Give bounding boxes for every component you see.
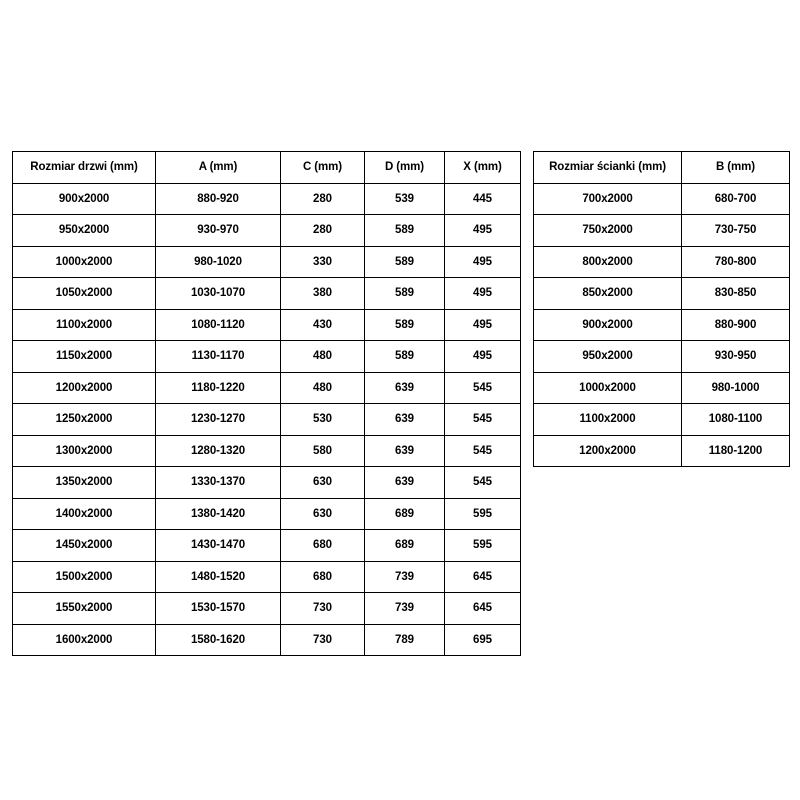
- walls-table-body: [534, 183, 790, 467]
- column-header-wall-size: Rozmiar ścianki (mm): [534, 152, 682, 184]
- table-cell: 545: [445, 435, 521, 467]
- table-cell: 950x2000: [534, 341, 682, 373]
- table-cell: 1130-1170: [156, 341, 281, 373]
- table-cell: 1530-1570: [156, 593, 281, 625]
- table-row: [13, 593, 521, 625]
- doors-table-header: [13, 152, 521, 184]
- table-cell: 850x2000: [534, 278, 682, 310]
- table-cell: 639: [365, 404, 445, 436]
- table-cell: 1080-1100: [682, 404, 790, 436]
- table-row: [13, 467, 521, 499]
- table-cell: 830-850: [682, 278, 790, 310]
- table-cell: 1250x2000: [13, 404, 156, 436]
- table-cell: 330: [281, 246, 365, 278]
- table-cell: 589: [365, 215, 445, 247]
- table-row: [13, 278, 521, 310]
- table-row: [534, 341, 790, 373]
- table-cell: 739: [365, 593, 445, 625]
- table-row: [13, 372, 521, 404]
- table-cell: 480: [281, 341, 365, 373]
- table-cell: 980-1020: [156, 246, 281, 278]
- table-cell: 1380-1420: [156, 498, 281, 530]
- table-cell: 680: [281, 530, 365, 562]
- table-cell: 580: [281, 435, 365, 467]
- table-cell: 1200x2000: [13, 372, 156, 404]
- table-cell: 680-700: [682, 183, 790, 215]
- table-cell: 789: [365, 624, 445, 656]
- table-cell: 695: [445, 624, 521, 656]
- table-cell: 1300x2000: [13, 435, 156, 467]
- doors-dimensions-table: [12, 151, 521, 656]
- table-cell: 495: [445, 246, 521, 278]
- table-cell: 639: [365, 467, 445, 499]
- column-header-c: C (mm): [281, 152, 365, 184]
- column-header-b: B (mm): [682, 152, 790, 184]
- column-header-a: A (mm): [156, 152, 281, 184]
- table-cell: 730: [281, 593, 365, 625]
- table-cell: 1350x2000: [13, 467, 156, 499]
- table-cell: 280: [281, 215, 365, 247]
- table-header-row: [534, 152, 790, 184]
- table-row: [534, 372, 790, 404]
- table-cell: 1430-1470: [156, 530, 281, 562]
- table-cell: 900x2000: [13, 183, 156, 215]
- table-cell: 680: [281, 561, 365, 593]
- table-row: [13, 435, 521, 467]
- table-row: [13, 215, 521, 247]
- table-cell: 880-920: [156, 183, 281, 215]
- table-cell: 630: [281, 498, 365, 530]
- table-cell: 750x2000: [534, 215, 682, 247]
- table-row: [13, 404, 521, 436]
- table-cell: 980-1000: [682, 372, 790, 404]
- table-cell: 630: [281, 467, 365, 499]
- table-row: [13, 183, 521, 215]
- table-cell: 700x2000: [534, 183, 682, 215]
- table-cell: 495: [445, 309, 521, 341]
- table-cell: 589: [365, 246, 445, 278]
- table-row: [534, 246, 790, 278]
- table-cell: 900x2000: [534, 309, 682, 341]
- table-row: [534, 278, 790, 310]
- table-cell: 595: [445, 530, 521, 562]
- table-cell: 430: [281, 309, 365, 341]
- table-cell: 930-970: [156, 215, 281, 247]
- table-cell: 1330-1370: [156, 467, 281, 499]
- table-cell: 1450x2000: [13, 530, 156, 562]
- table-cell: 480: [281, 372, 365, 404]
- table-row: [534, 309, 790, 341]
- doors-table-body: [13, 183, 521, 656]
- walls-dimensions-table: [533, 151, 790, 467]
- table-cell: 1100x2000: [534, 404, 682, 436]
- column-header-x: X (mm): [445, 152, 521, 184]
- table-cell: 1180-1220: [156, 372, 281, 404]
- table-cell: 1000x2000: [534, 372, 682, 404]
- table-cell: 730: [281, 624, 365, 656]
- table-cell: 495: [445, 341, 521, 373]
- table-cell: 739: [365, 561, 445, 593]
- table-cell: 1230-1270: [156, 404, 281, 436]
- table-row: [13, 624, 521, 656]
- table-cell: 1580-1620: [156, 624, 281, 656]
- table-cell: 1550x2000: [13, 593, 156, 625]
- table-cell: 589: [365, 309, 445, 341]
- table-cell: 595: [445, 498, 521, 530]
- table-cell: 545: [445, 404, 521, 436]
- table-cell: 380: [281, 278, 365, 310]
- walls-table-header: [534, 152, 790, 184]
- table-row: [13, 530, 521, 562]
- table-row: [13, 561, 521, 593]
- table-cell: 1200x2000: [534, 435, 682, 467]
- table-cell: 689: [365, 498, 445, 530]
- table-row: [534, 215, 790, 247]
- table-cell: 589: [365, 278, 445, 310]
- walls-dimensions-table-container: [533, 151, 790, 467]
- table-cell: 1150x2000: [13, 341, 156, 373]
- table-row: [13, 498, 521, 530]
- table-cell: 1180-1200: [682, 435, 790, 467]
- table-cell: 1280-1320: [156, 435, 281, 467]
- table-cell: 545: [445, 372, 521, 404]
- table-cell: 880-900: [682, 309, 790, 341]
- table-cell: 639: [365, 435, 445, 467]
- table-cell: 1000x2000: [13, 246, 156, 278]
- table-cell: 280: [281, 183, 365, 215]
- column-header-d: D (mm): [365, 152, 445, 184]
- doors-dimensions-table-container: [12, 151, 521, 656]
- table-row: [13, 341, 521, 373]
- column-header-door-size: Rozmiar drzwi (mm): [13, 152, 156, 184]
- table-row: [13, 246, 521, 278]
- table-cell: 950x2000: [13, 215, 156, 247]
- table-cell: 539: [365, 183, 445, 215]
- table-cell: 445: [445, 183, 521, 215]
- table-cell: 800x2000: [534, 246, 682, 278]
- table-cell: 645: [445, 593, 521, 625]
- table-header-row: [13, 152, 521, 184]
- table-cell: 780-800: [682, 246, 790, 278]
- table-cell: 689: [365, 530, 445, 562]
- table-cell: 639: [365, 372, 445, 404]
- table-cell: 1080-1120: [156, 309, 281, 341]
- table-cell: 645: [445, 561, 521, 593]
- table-cell: 930-950: [682, 341, 790, 373]
- table-cell: 1030-1070: [156, 278, 281, 310]
- table-cell: 545: [445, 467, 521, 499]
- table-cell: 1100x2000: [13, 309, 156, 341]
- table-cell: 730-750: [682, 215, 790, 247]
- table-cell: 1400x2000: [13, 498, 156, 530]
- table-cell: 495: [445, 215, 521, 247]
- table-row: [13, 309, 521, 341]
- table-cell: 495: [445, 278, 521, 310]
- table-row: [534, 435, 790, 467]
- table-cell: 1600x2000: [13, 624, 156, 656]
- table-cell: 1480-1520: [156, 561, 281, 593]
- table-cell: 1500x2000: [13, 561, 156, 593]
- table-cell: 1050x2000: [13, 278, 156, 310]
- table-cell: 530: [281, 404, 365, 436]
- table-row: [534, 183, 790, 215]
- table-row: [534, 404, 790, 436]
- table-cell: 589: [365, 341, 445, 373]
